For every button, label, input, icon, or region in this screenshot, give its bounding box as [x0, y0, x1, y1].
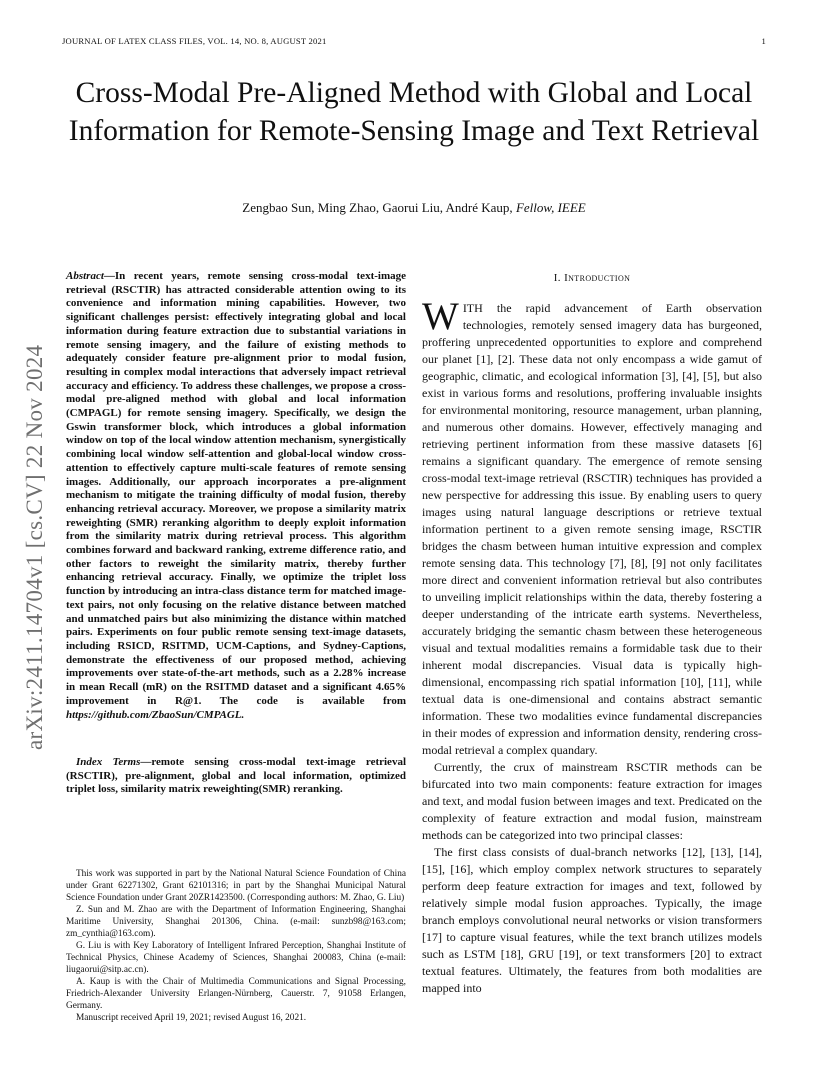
- footnote: Z. Sun and M. Zhao are with the Department of Information Engineering, Shanghai Maritime University, Shanghai 201306, China. (e-mail: sunzb98@163.com; zm_cynthia@163.com).: [66, 905, 406, 939]
- author-role: Fellow, IEEE: [515, 200, 586, 215]
- footnote: G. Liu is with Key Laboratory of Intelligent Infrared Perception, Shanghai Institute of Technical Physics, Chinese Academy of Sciences, Shanghai 200083, China (e-mail: liugaorui@sitp.ac.cn).: [66, 941, 406, 975]
- paragraph: The first class consists of dual-branch networks [12], [13], [14], [15], [16], which employ complex network structures to separately perform deep feature extraction for images and text, followed by relatively simple modal fusion approaches. Typically, the image branch employs convolutional neural networks or vision transformers [17] to capture visual features, while the text branch utilizes models such as LSTM [18], GRU [19], or text transformers [20] to extract textual features. Ultimately, the features from both modalities are mapped into: [422, 845, 762, 995]
- lead-word: ITH: [462, 301, 483, 315]
- section-title: Introduction: [564, 272, 631, 284]
- journal-name: JOURNAL OF LATEX CLASS FILES, VOL. 14, NO. 8, AUGUST 2021: [62, 36, 327, 46]
- paragraph: [422, 295, 762, 759]
- section-heading: [422, 272, 762, 284]
- index-terms: [66, 756, 406, 797]
- drop-cap: W: [422, 295, 459, 338]
- author-names: Zengbao Sun, Ming Zhao, Gaorui Liu, André Kaup,: [242, 200, 513, 215]
- paragraph: Currently, the crux of mainstream RSCTIR methods can be bifurcated into two main components: feature extraction for images and text, and modal fusion between images and text. Predicated on the complexity of feature extraction and modal fusion, mainstream methods can be categorized into two principal classes:: [422, 760, 762, 842]
- index-terms-label: Index Terms: [76, 756, 141, 768]
- arxiv-stamp: arXiv:2411.14704v1 [cs.CV] 22 Nov 2024: [22, 344, 47, 750]
- footnotes: [66, 868, 406, 1024]
- running-header: [62, 36, 766, 46]
- footnote: Manuscript received April 19, 2021; revised August 16, 2021.: [76, 1013, 307, 1023]
- introduction-body: [422, 295, 762, 997]
- author-line: [40, 200, 788, 216]
- index-terms-text: —remote sensing cross-modal text-image retrieval (RSCTIR), pre-alignment, global and local information, optimized triplet loss, similarity matrix reweighting(SMR) reranking.: [66, 756, 407, 796]
- page-number: 1: [761, 36, 766, 46]
- abstract: [66, 270, 406, 722]
- section-number: I.: [553, 272, 561, 284]
- code-link[interactable]: https://github.com/ZbaoSun/CMPAGL.: [66, 708, 245, 721]
- footnote: This work was supported in part by the National Natural Science Foundation of China under Grant 62271302, Grant 62101316; in part by the Shanghai Municipal Natural Science Foundation under Grant 20ZR1423500. (Corresponding authors: M. Zhao, G. Liu): [66, 869, 406, 903]
- abstract-label: Abstract: [66, 270, 104, 282]
- paper-title: Cross-Modal Pre-Aligned Method with Global and Local Information for Remote-Sensing Image and Text Retrieval: [68, 77, 760, 147]
- paragraph-text: the rapid advancement of Earth observation technologies, remotely sensed imagery data has burgeoned, proffering unprecedented opportunities to explore and comprehend our planet [1], [2]. These data not only encompass a wide gamut of geographic, climatic, and ecological information [3], [4], [5], but also exist in various forms and resolutions, proffering invaluable insights for environmental monitoring, resource management, urban planning, and numerous other domains. However, effectively managing and retrieving pertinent information from these massive datasets [6] remains a significant quandary. The emergence of remote sensing cross-modal text-image retrieval (RSCTIR) techniques has provided a new perspective for addressing this issue. By enabling users to query images using natural language descriptions or retrieve textual information pertinent to a given remote sensing image, RSCTIR bridges the chasm between human intuitive expression and complex remote sensing data. This technology [7], [8], [9] not only facilitates more direct and convenient information retrieval but also contributes to unveiling implicit relationships within the data, thereby fostering a deeper understanding of the intricate earth systems. Nevertheless, accurately bridging the semantic chasm between these heterogeneous visual and textual modalities remains a formidable task due to their inherent modal discrepancies. Visual data is typically high-dimensional, encompassing rich spatial information [10], [11], while textual data is one-dimensional and contains abstract semantic information. These two modalities evince fundamental discrepancies in their modes of expression and information density, rendering cross-modal retrieval a complex quandary.: [422, 301, 762, 757]
- footnote: A. Kaup is with the Chair of Multimedia Communications and Signal Processing, Friedrich-Alexander University Erlangen-Nürnberg, Cauerstr. 7, 91058 Erlangen, Germany.: [66, 977, 406, 1011]
- abstract-text: —In recent years, remote sensing cross-modal text-image retrieval (RSCTIR) has attracted considerable attention owing to its convenience and information mining capabilities. However, two significant challenges persist: effectively integrating global and local information during feature extraction due to substantial variations in remote sensing imagery, and the failure of existing methods to adequately consider feature pre-alignment prior to modal fusion, resulting in complex modal interactions that adversely impact retrieval accuracy and efficiency. To address these challenges, we propose a cross-modal pre-aligned method with global and local information (CMPAGL) for remote sensing imagery. Specifically, we design the Gswin transformer block, which introduces a global information window on top of the local window attention mechanism, synergistically combining local window self-attention and global-local window cross-attention to effectively capture multi-scale features of remote sensing images. Additionally, our approach incorporates a pre-alignment mechanism to mitigate the training difficulty of modal fusion, thereby enhancing retrieval accuracy. Moreover, we propose a similarity matrix reweighting (SMR) reranking algorithm to deeply exploit information from the similarity matrix during retrieval process. This algorithm combines forward and backward ranking, extreme difference ratio, and other factors to reweight the similarity matrix, thereby further enhancing retrieval accuracy. Finally, we optimize the triplet loss function by introducing an intra-class distance term for matched image-text pairs, not only focusing on the relative distance between matched and unmatched pairs but also minimizing the distance within matched pairs. Experiments on four public remote sensing text-image datasets, including RSICD, RSITMD, UCM-Captions, and Sydney-Captions, demonstrate the effectiveness of our proposed method, achieving improvements over state-of-the-art methods, such as a 2.28% increase in mean Recall (mR) on the RSITMD dataset and a significant 4.65% improvement in R@1. The code is available from: [66, 270, 406, 707]
